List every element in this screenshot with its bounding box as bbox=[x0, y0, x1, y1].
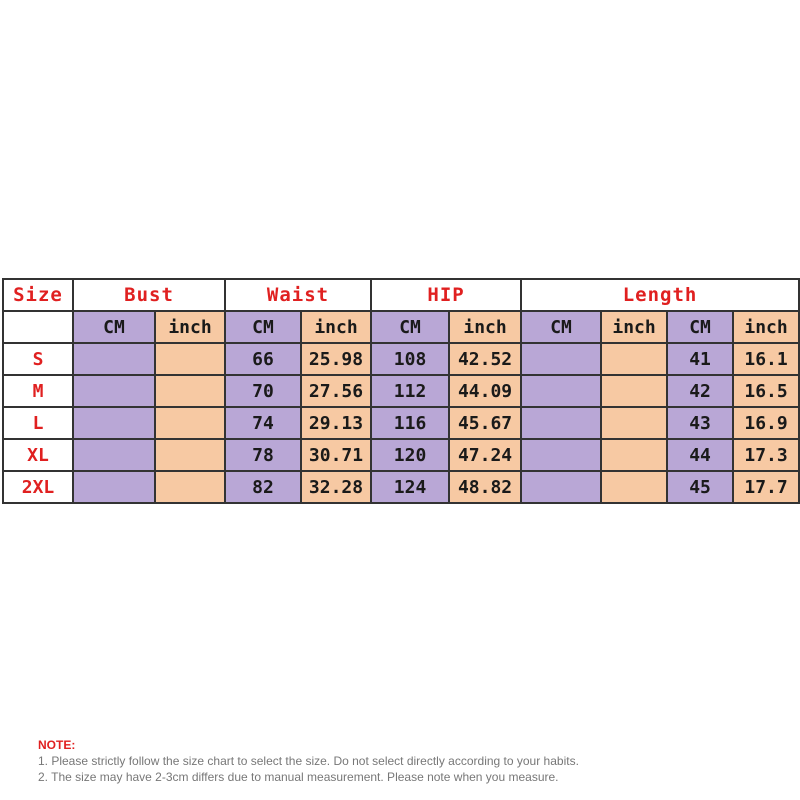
bust-cm-cell bbox=[73, 343, 155, 375]
waist-cm-cell: 70 bbox=[225, 375, 301, 407]
size-chart-table bbox=[2, 278, 800, 504]
table-row bbox=[3, 375, 799, 407]
length-inch-cell: 17.7 bbox=[733, 471, 799, 503]
waist-inch-cell: 25.98 bbox=[301, 343, 371, 375]
table-row bbox=[3, 343, 799, 375]
waist-cm-cell: 66 bbox=[225, 343, 301, 375]
bust-inch-cell bbox=[155, 407, 225, 439]
note-line: 2. The size may have 2-3cm differs due to manual measurement. Please note when you measure. bbox=[38, 770, 559, 784]
hip-cm-cell: 120 bbox=[371, 439, 449, 471]
waist-inch-cell: 27.56 bbox=[301, 375, 371, 407]
waist-cm-cell: 78 bbox=[225, 439, 301, 471]
bust-cm-cell bbox=[73, 407, 155, 439]
bust-header: Bust bbox=[73, 279, 225, 311]
length-cm-cell: 44 bbox=[667, 439, 733, 471]
size-label: L bbox=[3, 407, 73, 439]
table-row bbox=[3, 439, 799, 471]
unit-cm: CM bbox=[225, 311, 301, 343]
size-label: S bbox=[3, 343, 73, 375]
hip-header: HIP bbox=[371, 279, 521, 311]
waist-inch-cell: 29.13 bbox=[301, 407, 371, 439]
bust-inch-cell bbox=[155, 343, 225, 375]
length-inch-cell: 16.5 bbox=[733, 375, 799, 407]
extra-cm-cell bbox=[521, 343, 601, 375]
table-row bbox=[3, 471, 799, 503]
bust-inch-cell bbox=[155, 439, 225, 471]
waist-cm-cell: 82 bbox=[225, 471, 301, 503]
length-cm-cell: 45 bbox=[667, 471, 733, 503]
hip-inch-cell: 44.09 bbox=[449, 375, 521, 407]
hip-cm-cell: 112 bbox=[371, 375, 449, 407]
note-title: NOTE: bbox=[38, 738, 76, 752]
table-row bbox=[3, 407, 799, 439]
extra-inch-cell bbox=[601, 407, 667, 439]
bust-inch-cell bbox=[155, 375, 225, 407]
length-cm-cell: 41 bbox=[667, 343, 733, 375]
unit-inch: inch bbox=[733, 311, 799, 343]
bust-cm-cell bbox=[73, 471, 155, 503]
length-cm-cell: 42 bbox=[667, 375, 733, 407]
hip-inch-cell: 47.24 bbox=[449, 439, 521, 471]
length-inch-cell: 17.3 bbox=[733, 439, 799, 471]
hip-inch-cell: 42.52 bbox=[449, 343, 521, 375]
extra-inch-cell bbox=[601, 343, 667, 375]
unit-inch: inch bbox=[449, 311, 521, 343]
bust-cm-cell bbox=[73, 439, 155, 471]
length-inch-cell: 16.9 bbox=[733, 407, 799, 439]
length-inch-cell: 16.1 bbox=[733, 343, 799, 375]
extra-inch-cell bbox=[601, 439, 667, 471]
size-note bbox=[38, 737, 579, 785]
unit-cm: CM bbox=[521, 311, 601, 343]
bust-inch-cell bbox=[155, 471, 225, 503]
unit-inch: inch bbox=[155, 311, 225, 343]
extra-inch-cell bbox=[601, 375, 667, 407]
extra-cm-cell bbox=[521, 471, 601, 503]
units-row bbox=[3, 311, 799, 343]
hip-inch-cell: 45.67 bbox=[449, 407, 521, 439]
note-line: 1. Please strictly follow the size chart to select the size. Do not select directly according to your habits. bbox=[38, 754, 579, 768]
extra-inch-cell bbox=[601, 471, 667, 503]
length-cm-cell: 43 bbox=[667, 407, 733, 439]
hip-cm-cell: 116 bbox=[371, 407, 449, 439]
waist-inch-cell: 32.28 bbox=[301, 471, 371, 503]
header-row bbox=[3, 279, 799, 311]
extra-cm-cell bbox=[521, 407, 601, 439]
unit-cm: CM bbox=[73, 311, 155, 343]
waist-inch-cell: 30.71 bbox=[301, 439, 371, 471]
length-header: Length bbox=[521, 279, 799, 311]
extra-cm-cell bbox=[521, 439, 601, 471]
unit-inch: inch bbox=[301, 311, 371, 343]
size-header: Size bbox=[3, 279, 73, 311]
waist-header: Waist bbox=[225, 279, 371, 311]
size-label: 2XL bbox=[3, 471, 73, 503]
units-blank-cell bbox=[3, 311, 73, 343]
waist-cm-cell: 74 bbox=[225, 407, 301, 439]
hip-cm-cell: 124 bbox=[371, 471, 449, 503]
unit-cm: CM bbox=[667, 311, 733, 343]
size-label: XL bbox=[3, 439, 73, 471]
unit-cm: CM bbox=[371, 311, 449, 343]
hip-inch-cell: 48.82 bbox=[449, 471, 521, 503]
bust-cm-cell bbox=[73, 375, 155, 407]
extra-cm-cell bbox=[521, 375, 601, 407]
unit-inch: inch bbox=[601, 311, 667, 343]
size-label: M bbox=[3, 375, 73, 407]
hip-cm-cell: 108 bbox=[371, 343, 449, 375]
